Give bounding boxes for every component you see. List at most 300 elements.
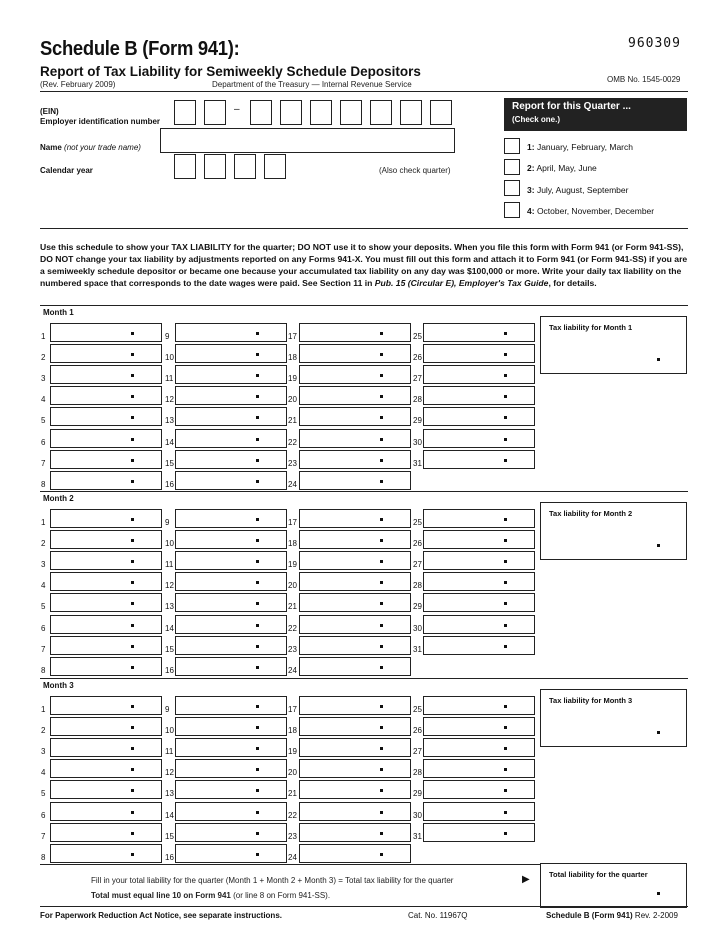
ein-digit-2[interactable]	[204, 100, 226, 125]
day-number: 30	[413, 623, 422, 633]
decimal-point	[380, 602, 383, 605]
month-rule	[40, 305, 688, 306]
decimal-point	[380, 539, 383, 542]
day-liability-input[interactable]	[299, 344, 411, 363]
day-liability-input[interactable]	[423, 323, 535, 342]
month-label: Month 3	[43, 681, 74, 690]
month-total-label: Tax liability for Month 3	[549, 696, 633, 705]
decimal-point	[380, 853, 383, 856]
decimal-point	[131, 624, 134, 627]
day-liability-input[interactable]	[50, 696, 162, 715]
day-liability-input[interactable]	[50, 615, 162, 634]
decimal-point	[256, 789, 259, 792]
day-liability-input[interactable]	[299, 696, 411, 715]
day-liability-input[interactable]	[175, 344, 287, 363]
day-number: 7	[41, 458, 46, 468]
decimal-point	[504, 789, 507, 792]
day-liability-input[interactable]	[50, 344, 162, 363]
day-number: 29	[413, 416, 422, 426]
day-number: 10	[165, 726, 174, 736]
day-number: 15	[165, 831, 174, 841]
day-liability-input[interactable]	[299, 844, 411, 863]
decimal-point	[256, 747, 259, 750]
decimal-point	[504, 539, 507, 542]
day-number: 14	[165, 623, 174, 633]
decimal-point	[380, 666, 383, 669]
day-liability-input[interactable]	[50, 738, 162, 757]
day-liability-input[interactable]	[423, 696, 535, 715]
day-number: 27	[413, 374, 422, 384]
day-liability-input[interactable]	[423, 429, 535, 448]
day-liability-input[interactable]	[50, 593, 162, 612]
day-liability-input[interactable]	[299, 780, 411, 799]
day-liability-input[interactable]	[175, 450, 287, 469]
ein-digit-4[interactable]	[280, 100, 302, 125]
decimal-point	[256, 645, 259, 648]
day-number: 27	[413, 747, 422, 757]
decimal-point	[380, 811, 383, 814]
day-liability-input[interactable]	[299, 823, 411, 842]
decimal-point	[504, 747, 507, 750]
day-number: 20	[288, 768, 297, 778]
decimal-point	[256, 480, 259, 483]
month-total-input[interactable]	[540, 316, 687, 374]
quarter-total-input[interactable]	[540, 863, 687, 908]
day-liability-input[interactable]	[50, 323, 162, 342]
decimal-point	[256, 705, 259, 708]
quarter-3-checkbox[interactable]	[504, 180, 520, 196]
day-liability-input[interactable]	[175, 593, 287, 612]
decimal-point	[504, 459, 507, 462]
day-liability-input[interactable]	[50, 844, 162, 863]
decimal-point	[504, 518, 507, 521]
year-digit-2[interactable]	[204, 154, 226, 179]
form-title: Schedule B (Form 941):	[40, 38, 240, 60]
decimal-point	[256, 539, 259, 542]
month-total-input[interactable]	[540, 689, 687, 747]
day-liability-input[interactable]	[50, 802, 162, 821]
day-liability-input[interactable]	[50, 759, 162, 778]
decimal-point	[256, 726, 259, 729]
day-number: 9	[165, 705, 170, 714]
day-liability-input[interactable]	[50, 429, 162, 448]
day-liability-input[interactable]	[175, 407, 287, 426]
section-rule	[40, 228, 688, 229]
decimal-point	[657, 892, 660, 895]
day-number: 5	[41, 789, 46, 799]
day-liability-input[interactable]	[175, 572, 287, 591]
day-liability-input[interactable]	[175, 657, 287, 676]
decimal-point	[504, 581, 507, 584]
day-liability-input[interactable]	[299, 450, 411, 469]
day-liability-input[interactable]	[423, 738, 535, 757]
day-liability-input[interactable]	[175, 551, 287, 570]
day-liability-input[interactable]	[423, 365, 535, 384]
decimal-point	[504, 374, 507, 377]
day-liability-input[interactable]	[299, 657, 411, 676]
arrow-icon: ▶	[522, 874, 530, 885]
decimal-point	[131, 747, 134, 750]
day-number: 3	[41, 374, 46, 384]
day-liability-input[interactable]	[423, 509, 535, 528]
day-liability-input[interactable]	[175, 615, 287, 634]
day-number: 12	[165, 395, 174, 405]
day-number: 28	[413, 581, 422, 591]
day-liability-input[interactable]	[299, 386, 411, 405]
day-number: 3	[41, 747, 46, 757]
decimal-point	[657, 731, 660, 734]
decimal-point	[131, 438, 134, 441]
decimal-point	[131, 705, 134, 708]
day-number: 27	[413, 560, 422, 570]
decimal-point	[131, 374, 134, 377]
decimal-point	[504, 560, 507, 563]
ein-digit-6[interactable]	[340, 100, 362, 125]
decimal-point	[380, 438, 383, 441]
decimal-point	[380, 416, 383, 419]
month-total-input[interactable]	[540, 502, 687, 560]
day-liability-input[interactable]	[423, 450, 535, 469]
decimal-point	[131, 602, 134, 605]
year-digit-1[interactable]	[174, 154, 196, 179]
decimal-point	[380, 789, 383, 792]
also-check-quarter: (Also check quarter)	[379, 166, 451, 175]
day-liability-input[interactable]	[175, 802, 287, 821]
day-number: 12	[165, 768, 174, 778]
decimal-point	[131, 645, 134, 648]
day-number: 24	[288, 665, 297, 675]
day-number: 10	[165, 353, 174, 363]
quarter-2-checkbox[interactable]	[504, 159, 520, 175]
day-liability-input[interactable]	[423, 823, 535, 842]
day-liability-input[interactable]	[299, 738, 411, 757]
decimal-point	[256, 353, 259, 356]
decimal-point	[131, 395, 134, 398]
ein-separator: –	[234, 104, 240, 115]
day-number: 25	[413, 705, 422, 714]
day-number: 20	[288, 581, 297, 591]
decimal-point	[256, 624, 259, 627]
decimal-point	[504, 705, 507, 708]
day-number: 21	[288, 416, 297, 426]
quarter-2-option: 2: April, May, June	[527, 163, 597, 173]
calendar-year-label: Calendar year	[40, 166, 93, 175]
decimal-point	[504, 726, 507, 729]
ein-label-long: Employer identification number	[40, 117, 161, 126]
decimal-point	[131, 416, 134, 419]
ein-digit-8[interactable]	[400, 100, 422, 125]
day-liability-input[interactable]	[50, 636, 162, 655]
decimal-point	[131, 480, 134, 483]
day-number: 22	[288, 623, 297, 633]
day-number: 25	[413, 518, 422, 527]
name-label: Name	[40, 143, 62, 152]
day-number: 31	[413, 458, 422, 468]
ein-digit-1[interactable]	[174, 100, 196, 125]
decimal-point	[504, 416, 507, 419]
day-liability-input[interactable]	[299, 551, 411, 570]
day-number: 2	[41, 539, 46, 549]
decimal-point	[256, 518, 259, 521]
day-liability-input[interactable]	[175, 509, 287, 528]
day-number: 28	[413, 395, 422, 405]
year-digit-4[interactable]	[264, 154, 286, 179]
day-number: 26	[413, 353, 422, 363]
day-liability-input[interactable]	[50, 471, 162, 490]
day-liability-input[interactable]	[175, 365, 287, 384]
day-liability-input[interactable]	[50, 450, 162, 469]
day-number: 31	[413, 831, 422, 841]
decimal-point	[131, 459, 134, 462]
day-liability-input[interactable]	[299, 429, 411, 448]
day-liability-input[interactable]	[50, 407, 162, 426]
day-liability-input[interactable]	[423, 780, 535, 799]
day-number: 3	[41, 560, 46, 570]
day-number: 18	[288, 726, 297, 736]
decimal-point	[657, 358, 660, 361]
decimal-point	[504, 353, 507, 356]
day-number: 24	[288, 479, 297, 489]
decimal-point	[131, 353, 134, 356]
day-liability-input[interactable]	[50, 572, 162, 591]
day-liability-input[interactable]	[50, 386, 162, 405]
day-number: 21	[288, 602, 297, 612]
decimal-point	[380, 374, 383, 377]
quarter-1-checkbox[interactable]	[504, 138, 520, 154]
day-liability-input[interactable]	[175, 738, 287, 757]
ein-digit-5[interactable]	[310, 100, 332, 125]
day-liability-input[interactable]	[299, 636, 411, 655]
day-liability-input[interactable]	[423, 615, 535, 634]
decimal-point	[380, 518, 383, 521]
decimal-point	[256, 853, 259, 856]
day-liability-input[interactable]	[175, 759, 287, 778]
day-liability-input[interactable]	[50, 365, 162, 384]
department-line: Department of the Treasury — Internal Revenue Service	[212, 80, 412, 89]
day-liability-input[interactable]	[299, 323, 411, 342]
decimal-point	[256, 811, 259, 814]
day-number: 19	[288, 747, 297, 757]
day-liability-input[interactable]	[175, 471, 287, 490]
month-rule	[40, 678, 688, 679]
name-label-wrap	[40, 143, 141, 152]
day-liability-input[interactable]	[299, 365, 411, 384]
day-liability-input[interactable]	[175, 696, 287, 715]
must-equal-note: Total must equal line 10 on Form 941 (or line 8 on Form 941-SS).	[91, 891, 331, 900]
day-number: 8	[41, 852, 46, 862]
day-liability-input[interactable]	[175, 429, 287, 448]
day-liability-input[interactable]	[50, 530, 162, 549]
decimal-point	[256, 438, 259, 441]
day-liability-input[interactable]	[299, 509, 411, 528]
decimal-point	[380, 768, 383, 771]
day-liability-input[interactable]	[50, 551, 162, 570]
day-liability-input[interactable]	[423, 593, 535, 612]
day-liability-input[interactable]	[423, 572, 535, 591]
day-number: 11	[165, 374, 174, 384]
decimal-point	[504, 768, 507, 771]
day-number: 13	[165, 416, 174, 426]
day-number: 29	[413, 789, 422, 799]
day-liability-input[interactable]	[299, 593, 411, 612]
decimal-point	[256, 560, 259, 563]
decimal-point	[504, 645, 507, 648]
decimal-point	[131, 811, 134, 814]
day-liability-input[interactable]	[175, 844, 287, 863]
day-liability-input[interactable]	[423, 551, 535, 570]
decimal-point	[131, 666, 134, 669]
day-liability-input[interactable]	[175, 386, 287, 405]
day-liability-input[interactable]	[423, 530, 535, 549]
year-digit-3[interactable]	[234, 154, 256, 179]
day-liability-input[interactable]	[423, 717, 535, 736]
day-number: 14	[165, 810, 174, 820]
omb-number: OMB No. 1545-0029	[607, 75, 681, 84]
day-liability-input[interactable]	[175, 823, 287, 842]
day-number: 9	[165, 332, 170, 341]
day-number: 20	[288, 395, 297, 405]
form-subtitle: Report of Tax Liability for Semiweekly Schedule Depositors	[40, 64, 421, 79]
month-label: Month 2	[43, 494, 74, 503]
day-number: 6	[41, 810, 46, 820]
day-liability-input[interactable]	[175, 530, 287, 549]
day-number: 8	[41, 665, 46, 675]
day-number: 28	[413, 768, 422, 778]
day-number: 15	[165, 644, 174, 654]
decimal-point	[380, 832, 383, 835]
day-number: 31	[413, 644, 422, 654]
decimal-point	[131, 539, 134, 542]
decimal-point	[256, 374, 259, 377]
day-liability-input[interactable]	[175, 636, 287, 655]
revision-date: (Rev. February 2009)	[40, 80, 116, 89]
day-liability-input[interactable]	[50, 780, 162, 799]
quarter-subheading: (Check one.)	[512, 115, 561, 124]
decimal-point	[380, 581, 383, 584]
day-number: 2	[41, 726, 46, 736]
day-liability-input[interactable]	[299, 471, 411, 490]
ein-digit-9[interactable]	[430, 100, 452, 125]
day-liability-input[interactable]	[299, 572, 411, 591]
quarter-4-checkbox[interactable]	[504, 202, 520, 218]
day-liability-input[interactable]	[299, 802, 411, 821]
quarter-fill-note: Fill in your total liability for the quarter (Month 1 + Month 2 + Month 3) = Total tax liability for the quarter	[91, 876, 454, 885]
day-number: 19	[288, 560, 297, 570]
ein-digit-7[interactable]	[370, 100, 392, 125]
day-number: 18	[288, 539, 297, 549]
day-liability-input[interactable]	[175, 780, 287, 799]
day-liability-input[interactable]	[423, 344, 535, 363]
instructions-paragraph: Use this schedule to show your TAX LIABILITY for the quarter; DO NOT use it to show your deposits. When you file this form with Form 941 (or Form 941-SS), DO NOT change your tax liability by adjustments reported on any Forms 941-X. You must fill out this form and attach it to Form 941 (or Form 941-SS) if you are a semiweekly schedule depositor or became one because your accumulated tax liability on any day was $100,000 or more. Write your daily tax liability on the numbered space that corresponds to the date wages were paid. See Section 11 in Pub. 15 (Circular E), Employer's Tax Guide, for details.	[40, 242, 688, 288]
day-number: 4	[41, 768, 46, 778]
day-number: 11	[165, 560, 174, 570]
decimal-point	[380, 353, 383, 356]
decimal-point	[256, 666, 259, 669]
decimal-point	[131, 832, 134, 835]
paperwork-notice: For Paperwork Reduction Act Notice, see separate instructions.	[40, 911, 282, 920]
day-number: 16	[165, 479, 174, 489]
decimal-point	[504, 332, 507, 335]
day-liability-input[interactable]	[423, 386, 535, 405]
decimal-point	[380, 747, 383, 750]
day-number: 8	[41, 479, 46, 489]
day-liability-input[interactable]	[50, 823, 162, 842]
day-number: 23	[288, 644, 297, 654]
day-number: 5	[41, 602, 46, 612]
decimal-point	[256, 602, 259, 605]
day-liability-input[interactable]	[423, 636, 535, 655]
day-number: 23	[288, 831, 297, 841]
day-number: 7	[41, 831, 46, 841]
decimal-point	[380, 459, 383, 462]
day-liability-input[interactable]	[299, 717, 411, 736]
name-hint: (not your trade name)	[64, 143, 141, 152]
decimal-point	[131, 789, 134, 792]
pub-reference: Pub. 15 (Circular E), Employer's Tax Guide	[374, 278, 549, 288]
day-liability-input[interactable]	[423, 407, 535, 426]
day-number: 18	[288, 353, 297, 363]
day-number: 17	[288, 518, 297, 527]
decimal-point	[657, 544, 660, 547]
ein-digit-3[interactable]	[250, 100, 272, 125]
decimal-point	[380, 624, 383, 627]
day-liability-input[interactable]	[50, 717, 162, 736]
footer-rule	[40, 906, 688, 907]
document-number: 960309	[628, 36, 681, 51]
day-liability-input[interactable]	[299, 759, 411, 778]
day-number: 10	[165, 539, 174, 549]
quarter-total-label: Total liability for the quarter	[549, 870, 648, 879]
decimal-point	[256, 459, 259, 462]
catalog-number: Cat. No. 11967Q	[408, 911, 468, 920]
day-number: 21	[288, 789, 297, 799]
decimal-point	[131, 518, 134, 521]
month-rule	[40, 491, 688, 492]
day-liability-input[interactable]	[299, 530, 411, 549]
day-number: 4	[41, 581, 46, 591]
decimal-point	[380, 332, 383, 335]
day-number: 30	[413, 810, 422, 820]
day-number: 7	[41, 644, 46, 654]
decimal-point	[504, 811, 507, 814]
decimal-point	[256, 416, 259, 419]
decimal-point	[504, 832, 507, 835]
day-number: 6	[41, 623, 46, 633]
day-number: 22	[288, 810, 297, 820]
day-liability-input[interactable]	[50, 509, 162, 528]
month-total-label: Tax liability for Month 2	[549, 509, 633, 518]
decimal-point	[131, 726, 134, 729]
decimal-point	[256, 581, 259, 584]
day-liability-input[interactable]	[423, 802, 535, 821]
day-liability-input[interactable]	[50, 657, 162, 676]
decimal-point	[380, 705, 383, 708]
day-liability-input[interactable]	[299, 407, 411, 426]
decimal-point	[380, 726, 383, 729]
day-liability-input[interactable]	[423, 759, 535, 778]
day-liability-input[interactable]	[175, 323, 287, 342]
day-liability-input[interactable]	[299, 615, 411, 634]
day-number: 1	[41, 705, 46, 714]
name-input[interactable]	[160, 128, 455, 153]
day-liability-input[interactable]	[175, 717, 287, 736]
day-number: 9	[165, 518, 170, 527]
decimal-point	[504, 624, 507, 627]
decimal-point	[131, 332, 134, 335]
decimal-point	[504, 438, 507, 441]
day-number: 24	[288, 852, 297, 862]
day-number: 13	[165, 602, 174, 612]
